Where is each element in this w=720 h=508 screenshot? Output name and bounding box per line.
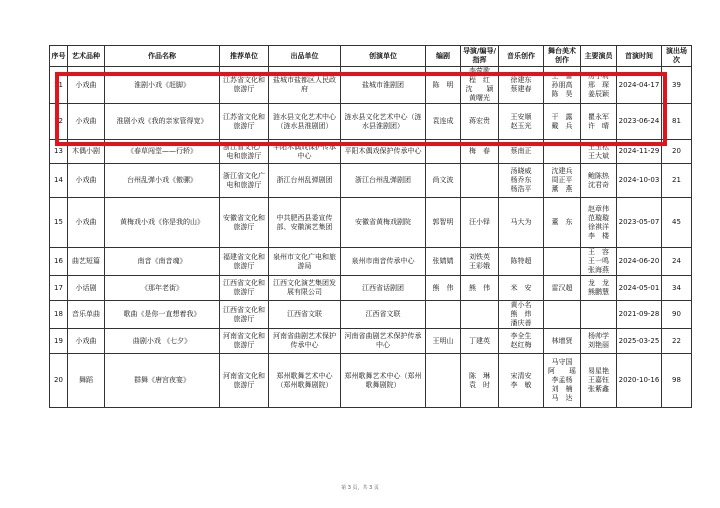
cell-stage: 林增贤 bbox=[544, 329, 581, 354]
cell-performer: 涟水县文化艺术中心（涟水县淮剧团） bbox=[341, 104, 426, 140]
cell-no: 11 bbox=[50, 67, 68, 104]
cell-shows: 21 bbox=[662, 164, 692, 198]
cell-music: 蔡南正 bbox=[499, 140, 544, 164]
cell-premiere: 2023-06-24 bbox=[617, 104, 662, 140]
table-row bbox=[50, 67, 692, 104]
cell-director: 汪小铎 bbox=[461, 198, 499, 248]
cell-recommender: 江苏省文化和旅游厅 bbox=[220, 104, 269, 140]
cell-music: 王安顺 赵玉光 bbox=[499, 104, 544, 140]
cell-recommender: 江西省文化和旅游厅 bbox=[220, 301, 269, 329]
cell-premiere: 2024-04-17 bbox=[617, 67, 662, 104]
cell-genre: 音乐单曲 bbox=[68, 301, 105, 329]
table-row bbox=[50, 104, 692, 140]
cell-actors: 王玉松 王大斌 bbox=[581, 140, 617, 164]
works-table bbox=[49, 45, 692, 408]
cell-genre: 小戏曲 bbox=[68, 104, 105, 140]
cell-director: 刘铁英 王彩娥 bbox=[461, 248, 499, 276]
header-producer: 出品单位 bbox=[269, 46, 341, 67]
cell-director: 熊 伟 bbox=[461, 276, 499, 301]
cell-genre: 木偶小剧 bbox=[68, 140, 105, 164]
cell-producer: 盐城市盐都区人民政府 bbox=[269, 67, 341, 104]
cell-premiere: 2025-03-25 bbox=[617, 329, 662, 354]
cell-title: 《那年老街》 bbox=[105, 276, 220, 301]
table-row bbox=[50, 276, 692, 301]
cell-stage bbox=[544, 248, 581, 276]
cell-performer: 浙江台州乱弹剧团 bbox=[341, 164, 426, 198]
cell-playwright bbox=[426, 301, 461, 329]
cell-director bbox=[461, 301, 499, 329]
cell-playwright: 王明山 bbox=[426, 329, 461, 354]
cell-director: 陈 琳 袁 时 bbox=[461, 354, 499, 408]
cell-performer: 江西省文联 bbox=[341, 301, 426, 329]
cell-recommender: 安徽省文化和旅游厅 bbox=[220, 198, 269, 248]
cell-stage: 干 露 戴 兵 bbox=[544, 104, 581, 140]
cell-performer: 安徽省黄梅戏剧院 bbox=[341, 198, 426, 248]
cell-producer: 涟水县文化艺术中心（涟水县淮剧团） bbox=[269, 104, 341, 140]
cell-recommender: 河南省文化和旅游厅 bbox=[220, 354, 269, 408]
cell-no: 14 bbox=[50, 164, 68, 198]
cell-music: 米 安 bbox=[499, 276, 544, 301]
cell-director bbox=[461, 164, 499, 198]
cell-premiere: 2024-05-01 bbox=[617, 276, 662, 301]
cell-director: 丁建英 bbox=[461, 329, 499, 354]
cell-performer: 河南省曲剧艺术保护传承中心 bbox=[341, 329, 426, 354]
cell-shows: 98 bbox=[662, 354, 692, 408]
cell-director: 李莺歌 程 红 沈 颖 黄曙光 bbox=[461, 67, 499, 104]
cell-music: 汤晓威 杨乔东 杨浩平 bbox=[499, 164, 544, 198]
cell-recommender: 河南省文化和旅游厅 bbox=[220, 329, 269, 354]
cell-title: 歌曲《是你一直想着我》 bbox=[105, 301, 220, 329]
cell-no: 15 bbox=[50, 198, 68, 248]
header-genre: 艺术品种 bbox=[68, 46, 105, 67]
header-actors: 主要演员 bbox=[581, 46, 617, 67]
cell-stage: 雷汉超 bbox=[544, 276, 581, 301]
cell-shows: 22 bbox=[662, 329, 692, 354]
cell-playwright: 陈 明 bbox=[426, 67, 461, 104]
cell-premiere: 2024-11-29 bbox=[617, 140, 662, 164]
page-footer: 第 3 页，共 3 页 bbox=[341, 485, 379, 491]
table-row bbox=[50, 301, 692, 329]
header-director: 导演/编导/指挥 bbox=[461, 46, 499, 67]
cell-playwright bbox=[426, 140, 461, 164]
cell-actors: 易星艳 王嘉钰 张紫鑫 bbox=[581, 354, 617, 408]
cell-producer: 泉州市文化广电和旅游局 bbox=[269, 248, 341, 276]
cell-no: 12 bbox=[50, 104, 68, 140]
cell-recommender: 浙江省文化广电和旅游厅 bbox=[220, 140, 269, 164]
cell-playwright: 尚文波 bbox=[426, 164, 461, 198]
table-row bbox=[50, 354, 692, 408]
cell-director: 蒋宏贵 bbox=[461, 104, 499, 140]
header-title: 作品名称 bbox=[105, 46, 220, 67]
cell-producer: 江西省文联 bbox=[269, 301, 341, 329]
cell-genre: 小戏曲 bbox=[68, 198, 105, 248]
cell-shows: 20 bbox=[662, 140, 692, 164]
cell-genre: 小话剧 bbox=[68, 276, 105, 301]
cell-producer: 江西文化演艺集团发展有限公司 bbox=[269, 276, 341, 301]
header-performer: 创演单位 bbox=[341, 46, 426, 67]
cell-title: 台州乱弹小戏《傲骡》 bbox=[105, 164, 220, 198]
cell-no: 20 bbox=[50, 354, 68, 408]
cell-shows: 81 bbox=[662, 104, 692, 140]
cell-shows: 45 bbox=[662, 198, 692, 248]
cell-director: 梅 春 bbox=[461, 140, 499, 164]
header-recommender: 推荐单位 bbox=[220, 46, 269, 67]
cell-music: 李全生 赵红梅 bbox=[499, 329, 544, 354]
cell-stage: 董 东 bbox=[544, 198, 581, 248]
header-playwright: 编剧 bbox=[426, 46, 461, 67]
cell-title: 淮剧小戏《赶脚》 bbox=[105, 67, 220, 104]
header-shows: 演出场次 bbox=[662, 46, 692, 67]
cell-genre: 曲艺短篇 bbox=[68, 248, 105, 276]
cell-recommender: 福建省文化和旅游厅 bbox=[220, 248, 269, 276]
table-row bbox=[50, 164, 692, 198]
cell-title: 南音《南音魂》 bbox=[105, 248, 220, 276]
cell-actors: 杨帅学 刘艳丽 bbox=[581, 329, 617, 354]
cell-producer: 平阳木偶戏保护传承中心 bbox=[269, 140, 341, 164]
cell-performer: 江西省话剧团 bbox=[341, 276, 426, 301]
cell-shows: 39 bbox=[662, 67, 692, 104]
cell-genre: 小戏曲 bbox=[68, 329, 105, 354]
cell-performer: 盐城市淮剧团 bbox=[341, 67, 426, 104]
cell-recommender: 江西省文化和旅游厅 bbox=[220, 276, 269, 301]
cell-actors: 赵章伟 范璇璇 徐祺洋 李 楼 bbox=[581, 198, 617, 248]
header-stage: 舞台美术创作 bbox=[544, 46, 581, 67]
cell-playwright: 熊 伟 bbox=[426, 276, 461, 301]
cell-title: 淮剧小戏《我的亲家管得宽》 bbox=[105, 104, 220, 140]
table-row bbox=[50, 198, 692, 248]
cell-actors bbox=[581, 301, 617, 329]
table-row bbox=[50, 248, 692, 276]
cell-premiere: 2021-09-28 bbox=[617, 301, 662, 329]
cell-premiere: 2024-10-03 bbox=[617, 164, 662, 198]
cell-music: 宋清安 李 敏 bbox=[499, 354, 544, 408]
cell-stage bbox=[544, 301, 581, 329]
cell-stage: 沈建兵 周正平 薰 燕 bbox=[544, 164, 581, 198]
cell-playwright bbox=[426, 354, 461, 408]
cell-no: 19 bbox=[50, 329, 68, 354]
cell-stage bbox=[544, 140, 581, 164]
table-row bbox=[50, 140, 692, 164]
cell-performer: 平阳木偶戏保护传承中心 bbox=[341, 140, 426, 164]
cell-actors: 王 容 王一鸣 张海燕 bbox=[581, 248, 617, 276]
cell-stage: 王 雷 孙朋高 陈 昊 bbox=[544, 67, 581, 104]
cell-title: 群舞《唐宫夜宴》 bbox=[105, 354, 220, 408]
header-row bbox=[50, 46, 692, 67]
header-premiere: 首演时间 bbox=[617, 46, 662, 67]
cell-performer: 泉州市南音传承中心 bbox=[341, 248, 426, 276]
cell-actors: 鲍陈热 沈君奇 bbox=[581, 164, 617, 198]
cell-title: 曲剧小戏 《七夕》 bbox=[105, 329, 220, 354]
cell-genre: 舞蹈 bbox=[68, 354, 105, 408]
cell-music: 徐建东 蔡建春 bbox=[499, 67, 544, 104]
cell-playwright: 郭智明 bbox=[426, 198, 461, 248]
cell-producer: 浙江台州乱弹剧团 bbox=[269, 164, 341, 198]
cell-no: 18 bbox=[50, 301, 68, 329]
header-music: 音乐创作 bbox=[499, 46, 544, 67]
cell-playwright: 袁连成 bbox=[426, 104, 461, 140]
cell-no: 17 bbox=[50, 276, 68, 301]
cell-no: 16 bbox=[50, 248, 68, 276]
cell-music: 陈特超 bbox=[499, 248, 544, 276]
cell-actors: 瞿永军 许 晴 bbox=[581, 104, 617, 140]
header-no: 序号 bbox=[50, 46, 68, 67]
cell-title: 黄梅戏小戏《你是我的山》 bbox=[105, 198, 220, 248]
cell-premiere: 2020-10-16 bbox=[617, 354, 662, 408]
cell-music: 马大为 bbox=[499, 198, 544, 248]
cell-recommender: 江苏省文化和旅游厅 bbox=[220, 67, 269, 104]
cell-producer: 郑州歌舞艺术中心（郑州歌舞剧院） bbox=[269, 354, 341, 408]
cell-premiere: 2023-05-07 bbox=[617, 198, 662, 248]
cell-genre: 小戏曲 bbox=[68, 164, 105, 198]
cell-shows: 34 bbox=[662, 276, 692, 301]
cell-stage: 马守国 阿 瑶 李孟杨 刘 楠 马 达 bbox=[544, 354, 581, 408]
cell-actors: 房小莉 邢 琛 姜辰颖 bbox=[581, 67, 617, 104]
cell-title: 《春草闯堂——行轿》 bbox=[105, 140, 220, 164]
cell-playwright: 张婧婧 bbox=[426, 248, 461, 276]
cell-recommender: 浙江省文化广电和旅游厅 bbox=[220, 164, 269, 198]
cell-music: 黄小名 熊 炜 潘庆善 bbox=[499, 301, 544, 329]
table-row bbox=[50, 329, 692, 354]
cell-producer: 中共肥西县委宣传部、安徽演艺集团 bbox=[269, 198, 341, 248]
cell-producer: 河南省曲剧艺术保护传承中心 bbox=[269, 329, 341, 354]
cell-no: 13 bbox=[50, 140, 68, 164]
cell-premiere: 2024-06-20 bbox=[617, 248, 662, 276]
cell-genre: 小戏曲 bbox=[68, 67, 105, 104]
cell-actors: 龙 龙 熊鹏慧 bbox=[581, 276, 617, 301]
cell-shows: 90 bbox=[662, 301, 692, 329]
cell-shows: 24 bbox=[662, 248, 692, 276]
cell-performer: 郑州歌舞艺术中心（郑州歌舞剧院） bbox=[341, 354, 426, 408]
